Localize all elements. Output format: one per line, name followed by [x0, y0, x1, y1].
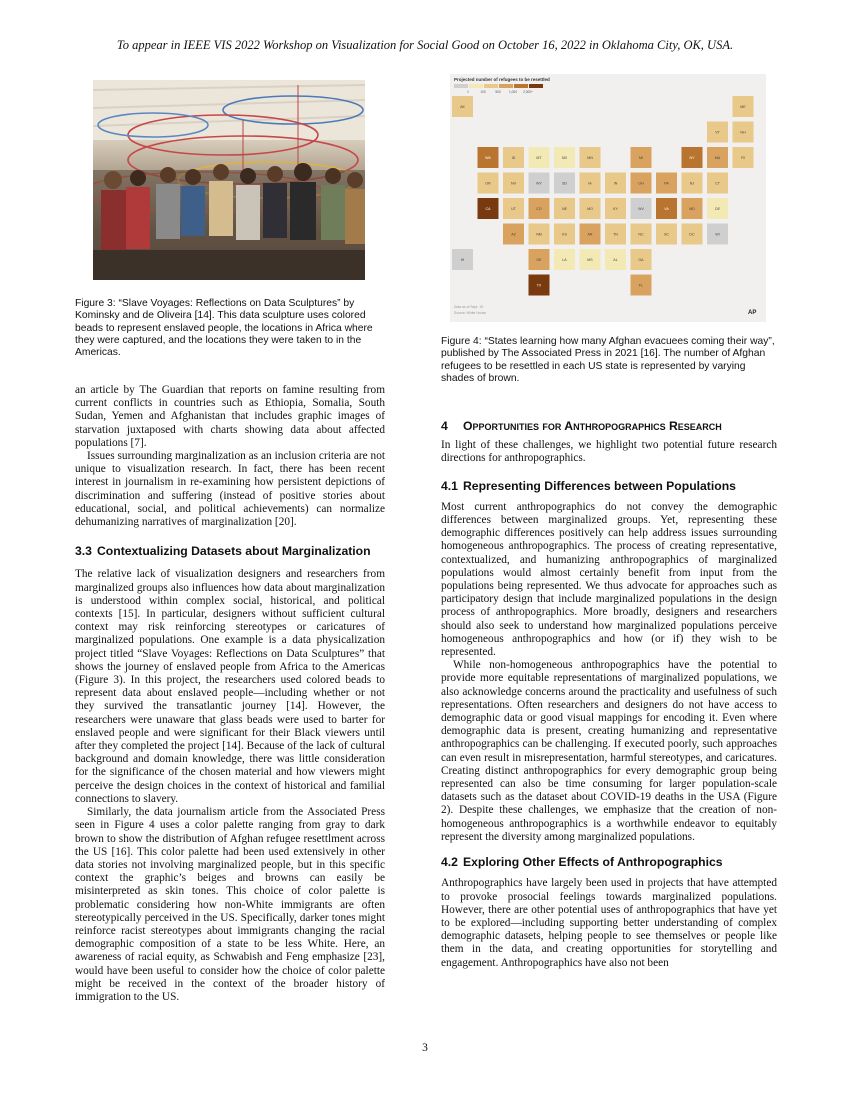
state-label: WY [536, 181, 542, 186]
state-label: OR [485, 181, 491, 186]
section-title: Opportunities for Anthropographics Research [463, 419, 722, 433]
map-title: Projected number of refugees to be resettled [454, 77, 550, 82]
state-label: SD [562, 181, 567, 186]
state-label: NY [689, 155, 695, 160]
ap-logo: AP [748, 310, 757, 316]
legend-swatch [529, 84, 543, 88]
map-legend [454, 84, 543, 94]
legend-swatch [499, 84, 513, 88]
legend-swatch [469, 84, 483, 88]
paragraph: an article by The Guardian that reports on famine resulting from current conflicts in countries such as Ethiopia, Somalia, South Sudan, Yemen and Afghanistan that includes graphic images of starvation juxtaposed with charts showing data about affected populations [7]. [75, 384, 385, 449]
state-label: AL [613, 257, 618, 262]
state-label: MN [587, 155, 593, 160]
data-sculpture-photo-illustration [93, 80, 365, 280]
state-label: CO [536, 206, 542, 211]
paragraph: Anthropographics have largely been used in projects that have attempted to provoke prosocial feelings towards marginalized populations. However, there are other potential uses of anthropographics that have yet to be explored—including supporting better understanding of complex demographic datasets, helping people to see themselves or people like them in the data, and creating opportunities for storytelling and engagement. Anthropographics have also not been [441, 877, 777, 969]
state-label: PA [664, 181, 669, 186]
state-label: MI [639, 155, 643, 160]
state-label: KS [562, 232, 567, 237]
section-heading-3-3 [75, 545, 385, 558]
paragraph: Most current anthropographics do not convey the demographic differences between marginalized groups. Yet, representing these demographic differences positively can help address issues surrounding homogeneous anthropographics. The process of creating representative, contextualized, and humanizing anthropographics of marginalized populations would almost certainly benefit from input from the populations being represented. We thus advocate for approaches such as participatory design that include marginalized populations in the design process of anthropographics. More broadly, designers and researchers should also seek to understand how marginalized populations perceive homogeneous anthropographics and how (or if) they wish to be represented. [441, 500, 777, 659]
state-label: IA [588, 181, 592, 186]
state-label: MS [587, 257, 593, 262]
state-label: AK [460, 104, 465, 109]
section-number: 4.2 [441, 855, 458, 870]
state-label: NE [562, 206, 567, 211]
state-tiles [452, 96, 754, 296]
figure3-caption: Figure 3: “Slave Voyages: Reflections on Data Sculptures” by Kominsky and de Oliveira [14]. This data sculpture uses colored beads to represent enslaved people, the locations in Africa where they were captured, and the locations they were taken to in the Americas. [75, 298, 373, 359]
figure3-photo [93, 80, 365, 280]
section-title: Representing Differences between Populations [463, 478, 736, 493]
left-column [75, 384, 385, 1004]
legend-label: 100 [480, 90, 486, 94]
state-label: MA [714, 155, 721, 160]
legend-label: 500 [495, 90, 501, 94]
state-label: CT [715, 181, 720, 186]
state-label: WV [638, 206, 644, 211]
state-label: NC [638, 232, 644, 237]
paragraph: The relative lack of visualization designers and researchers from marginalized groups also influences how data about marginalization is understood within complex social, historical, and political contexts [15]. In particular, designers without sufficient cultural context may risk reinforcing stereotypes or caricatures of marginalized populations. One example is a data physicalization project titled “Slave Voyages: Reflections on Data Sculptures” that shows the journey of enslaved people from Africa to the Americas (Figure 3). In this project, the researchers used colored beads to represent data about enslaved people—including whether or not they survived the transatlantic journey [14]. However, the researchers were unaware that glass beads were used to barter for enslaved people and were significant for their Black viewers until after they completed the project [14]. Because of the lack of cultural background and domain knowledge, there was little consideration for the significance of the chosen material and how viewers might perceive the design choices in the context of historical and familial connections to slavery. [75, 568, 385, 805]
legend-swatch [484, 84, 498, 88]
section-number: 3.3 [75, 544, 92, 559]
state-label: AR [587, 232, 593, 237]
legend-label: 1 [467, 90, 469, 94]
state-label: ME [740, 104, 746, 109]
state-label: OK [536, 257, 542, 262]
state-label: WA [485, 155, 491, 160]
state-label: AZ [511, 232, 516, 237]
state-label: WI [715, 232, 720, 237]
section-heading-4 [441, 420, 777, 433]
state-label: NH [740, 130, 746, 135]
state-label: MD [689, 206, 695, 211]
state-label: TX [536, 283, 542, 288]
state-label: LA [562, 257, 567, 262]
state-label: FL [638, 283, 644, 288]
source-line: Source: White House [454, 311, 487, 315]
state-label: NM [536, 232, 542, 237]
section-number: 4.1 [441, 478, 458, 493]
state-label: KY [613, 206, 618, 211]
state-label: RI [741, 155, 745, 160]
legend-label: 1,000 [509, 90, 517, 94]
state-label: DC [689, 232, 695, 237]
state-label: GA [638, 257, 644, 262]
state-label: DE [715, 206, 720, 211]
legend-swatch [454, 84, 468, 88]
state-label: NJ [689, 181, 695, 186]
legend-swatch [514, 84, 528, 88]
state-label: ND [561, 155, 568, 160]
running-header: To appear in IEEE VIS 2022 Workshop on Visualization for Social Good on October 16, 2022 in Oklahoma City, OK, USA. [116, 38, 734, 52]
paragraph: Issues surrounding marginalization as an inclusion criteria are not unique to visualization research. In fact, there has been recent interest in journalism in re-examining how persistent depictions of discrimination and suffering (instead of positive stories about educational, social, and political achievements) can normalize dehumanizing narratives of marginalization [20]. [75, 450, 385, 529]
state-label: IN [613, 181, 618, 186]
state-label: HI [460, 257, 465, 262]
figure4-caption: Figure 4: “States learning how many Afghan evacuees coming their way”, published by The Associated Press in 2021 [16]. The number of Afghan refugees to be resettled in each US state is represented by varying shades of brown. [441, 336, 775, 384]
state-label: TN [613, 232, 618, 237]
state-label: NV [511, 181, 516, 186]
paragraph: Similarly, the data journalism article from the Associated Press seen in Figure 4 uses a color palette ranging from gray to dark brown to show the distribution of Afghan refugee resettlment across the US [16]. This color palette had been used extensively in other data stories not involving marginalized people, but in this specific context the graphic’s beiges and browns can easily be misinterpreted as skin tones. This choice of color palette is problematic considering how non-White immigrants are often stereotypically perceived in the US. Specifically, darker tones might reinforce racist stereotypes about immigrants changing the racial demographic composition of a state to be less White. Here, an awareness of racial equity, as Schwabish and Feng emphasize [23], would have been useful to consider how the choice of color palette might be received in the context of the broader history of immigration to the US. [75, 806, 385, 1003]
paragraph: While non-homogeneous anthropographics have the potential to provide more equitable representations of marginalized populations, we also acknowledge concerns around the practicality and usefulness of such representations. Often researchers and designers do not have access to demographic data or good visual mappings for encoding it. Even where demographic data is present, creating humanizing and representative anthropographics can be challenging. If executed poorly, such approaches can even result in misrepresentation, harmful stereotypes, and caricatures. Creating distinct anthropographics for every demographic group being represented can also be time consuming for larger population-scale datasets such as the dataset about COVID-19 deaths in the USA (Figure 2). Despite these challenges, we emphasize that the creation of non-homogeneous anthropographics is a worthwhile endeavor to equitably represent the diversity among marginalized populations. [441, 659, 777, 843]
section-title: Contextualizing Datasets about Marginalization [97, 544, 371, 559]
state-label: UT [511, 206, 516, 211]
legend-label: 2,000+ [523, 90, 533, 94]
state-label: VT [715, 130, 720, 135]
right-column [441, 420, 777, 970]
state-label: SC [664, 232, 669, 237]
paragraph: In light of these challenges, we highlight two potential future research directions for anthropographics. [441, 439, 777, 465]
state-label: CA [485, 206, 491, 211]
section-number: 4 [441, 419, 448, 433]
state-label: VA [664, 206, 669, 211]
state-label: MO [587, 206, 593, 211]
state-label: MT [536, 155, 542, 160]
page-number: 3 [422, 1042, 428, 1054]
source-line: Data as of Sept. 15 [454, 305, 484, 309]
section-heading-4-2 [441, 856, 777, 869]
section-heading-4-1 [441, 480, 777, 493]
state-label: ID [511, 155, 516, 160]
refugee-tile-map [450, 74, 766, 322]
figure4-map [450, 74, 766, 322]
section-title: Exploring Other Effects of Anthropographics [463, 855, 723, 870]
state-label: OH [638, 181, 644, 186]
